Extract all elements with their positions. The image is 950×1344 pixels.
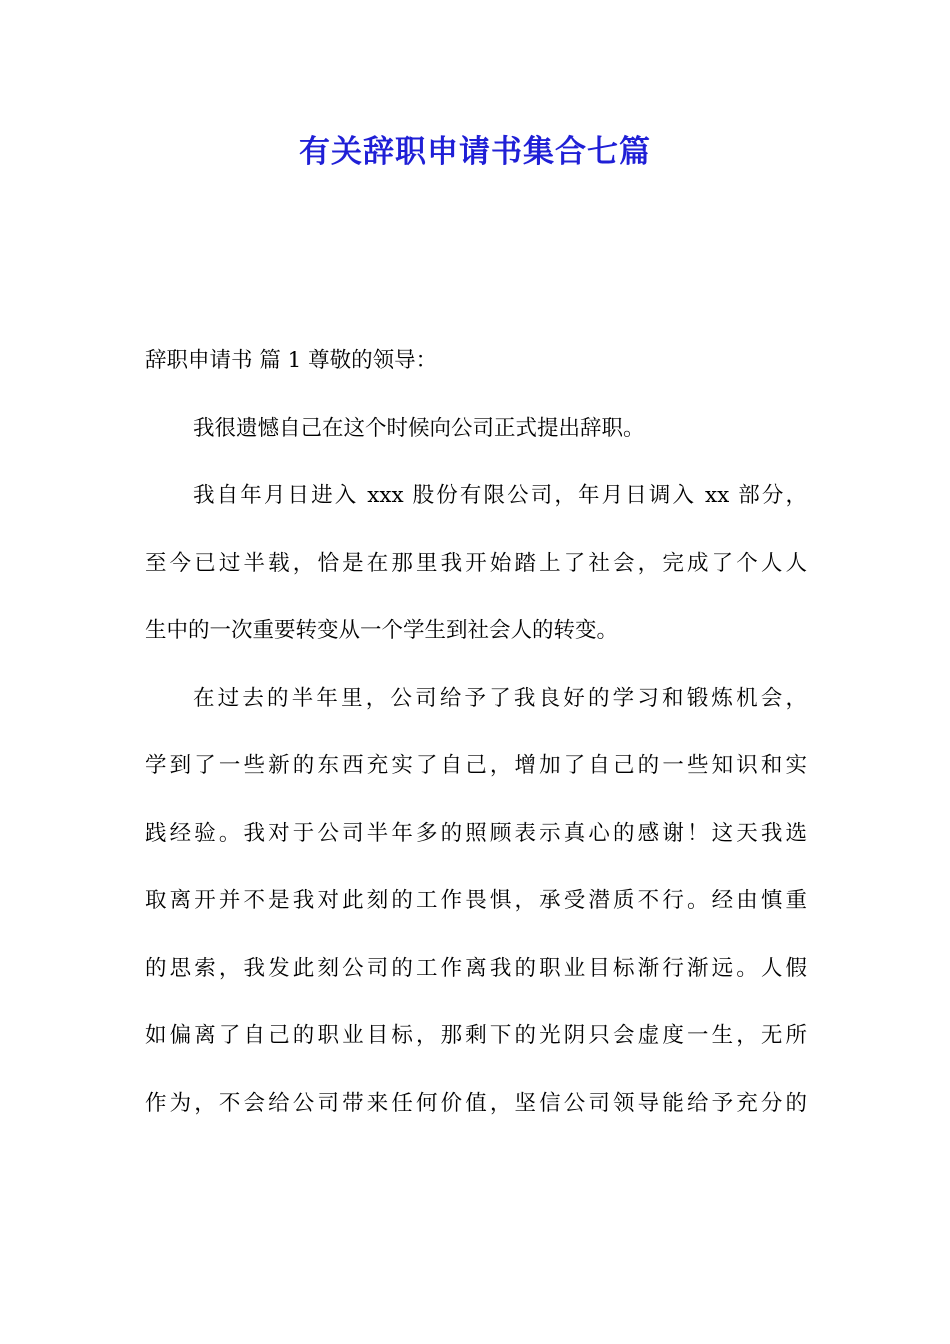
document-title: 有关辞职申请书集合七篇 bbox=[299, 134, 651, 170]
paragraph-line: 取离开并不是我对此刻的工作畏惧，承受潜质不行。经由慎重 bbox=[145, 888, 807, 913]
paragraph-line: 践经验。我对于公司半年多的照顾表示真心的感谢！这天我选 bbox=[145, 820, 807, 846]
document-body bbox=[145, 338, 807, 1148]
paragraph-line: 的思索，我发此刻公司的工作离我的职业目标渐行渐远。人假 bbox=[145, 955, 807, 981]
paragraph-line: 如偏离了自己的职业目标，那剩下的光阴只会虚度一生，无所 bbox=[145, 1023, 807, 1048]
paragraph-line: 我自年月日进入 xxx 股份有限公司，年月日调入 xx 部分， bbox=[193, 483, 807, 508]
paragraph-line: 生中的一次重要转变从一个学生到社会人的转变。 bbox=[145, 618, 619, 643]
paragraph-line: 作为，不会给公司带来任何价值，坚信公司领导能给予充分的 bbox=[145, 1090, 807, 1116]
paragraph-line: 学到了一些新的东西充实了自己，增加了自己的一些知识和实 bbox=[145, 753, 807, 778]
paragraph-line: 至今已过半载，恰是在那里我开始踏上了社会，完成了个人人 bbox=[145, 550, 807, 576]
paragraph-line: 在过去的半年里，公司给予了我良好的学习和锻炼机会， bbox=[193, 685, 807, 711]
salutation-line: 辞职申请书 篇 1 尊敬的领导： bbox=[145, 348, 438, 373]
paragraph-line: 我很遗憾自己在这个时候向公司正式提出辞职。 bbox=[193, 415, 645, 441]
